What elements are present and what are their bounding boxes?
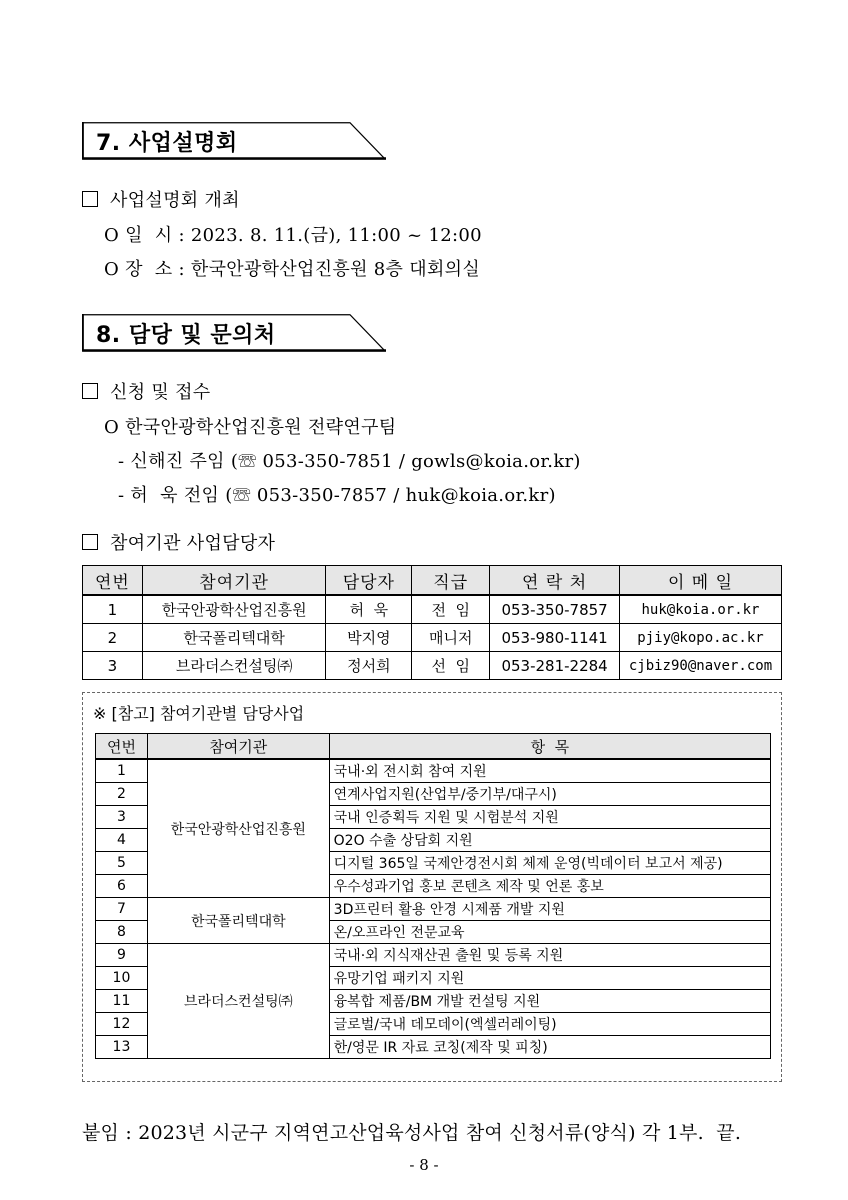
col-header-org: 참여기관 [142,566,326,596]
cell-rank: 전 임 [412,595,490,624]
table-row [96,759,771,783]
cell-item: 연계사업지원(산업부/중기부/대구시) [329,783,770,806]
section-8-title: 8. 담당 및 문의처 [96,323,276,348]
cell-no: 12 [96,1013,148,1036]
reference-table [95,733,771,1059]
cell-no: 1 [83,595,143,624]
col-header-no: 연번 [96,734,148,760]
cell-rank: 선 임 [412,652,490,680]
col-header-person: 담당자 [326,566,412,596]
contact-line-1: - 신해진 주임 (☏ 053-350-7851 / gowls@koia.or.kr) [118,451,581,472]
participants-heading: 참여기관 사업담당자 [82,529,275,555]
cell-no: 6 [96,875,148,898]
section-7-heading: 사업설명회 개최 [82,186,240,212]
col-header-email: 이 메 일 [620,566,782,596]
checkbox-square-icon [82,383,98,399]
cell-person: 박지영 [326,624,412,652]
cell-item: 유망기업 패키지 지원 [329,967,770,990]
col-header-phone: 연 락 처 [490,566,620,596]
col-header-org: 참여기관 [147,734,329,760]
section-7-header [82,122,386,158]
cell-item: 국내 인증획득 지원 및 시험분석 지원 [329,806,770,829]
table-header-row [83,566,782,596]
table-row [83,652,782,680]
cell-no: 4 [96,829,148,852]
page-number: - 8 - [409,1156,439,1174]
table-header-row [96,734,771,760]
cell-phone: 053-350-7857 [490,595,620,624]
checkbox-square-icon [82,191,98,207]
cell-email: huk@koia.or.kr [620,595,782,624]
reference-box [82,692,782,1082]
section-7-title: 7. 사업설명회 [96,131,238,156]
cell-org: 한국폴리텍대학 [142,624,326,652]
cell-phone: 053-281-2284 [490,652,620,680]
cell-org: 한국안광학산업진흥원 [147,759,329,898]
contact-line-2: - 허 욱 전임 (☏ 053-350-7857 / huk@koia.or.kr) [118,485,556,506]
team-line: O 한국안광학산업진흥원 전략연구팀 [104,417,397,438]
cell-item: 3D프린터 활용 안경 시제품 개발 지원 [329,898,770,921]
event-place-line: O 장 소 : 한국안광학산업진흥원 8층 대회의실 [104,259,481,280]
cell-item: 융복합 제품/BM 개발 컨설팅 지원 [329,990,770,1013]
col-header-rank: 직급 [412,566,490,596]
table-row [83,595,782,624]
cell-item: 한/영문 IR 자료 코칭(제작 및 피칭) [329,1036,770,1059]
cell-org: 브라더스컨설팅㈜ [147,944,329,1059]
cell-no: 7 [96,898,148,921]
cell-no: 3 [83,652,143,680]
cell-no: 8 [96,921,148,944]
cell-item: 글로벌/국내 데모데이(엑셀러레이팅) [329,1013,770,1036]
cell-no: 13 [96,1036,148,1059]
cell-no: 9 [96,944,148,967]
col-header-no: 연번 [83,566,143,596]
cell-item: 디지털 365일 국제안경전시회 체제 운영(빅데이터 보고서 제공) [329,852,770,875]
cell-item: 국내·외 지식재산권 출원 및 등록 지원 [329,944,770,967]
table-row [96,898,771,921]
cell-person: 정서희 [326,652,412,680]
cell-email: cjbiz90@naver.com [620,652,782,680]
cell-no: 3 [96,806,148,829]
cell-phone: 053-980-1141 [490,624,620,652]
cell-item: O2O 수출 상담회 지원 [329,829,770,852]
table-row [96,944,771,967]
reference-title: ※ [참고] 참여기관별 담당사업 [93,704,305,723]
cell-no: 11 [96,990,148,1013]
table-row [83,624,782,652]
participants-table [82,565,782,680]
cell-no: 5 [96,852,148,875]
cell-email: pjiy@kopo.ac.kr [620,624,782,652]
cell-rank: 매니저 [412,624,490,652]
cell-no: 2 [83,624,143,652]
cell-item: 온/오프라인 전문교육 [329,921,770,944]
cell-org: 한국폴리텍대학 [147,898,329,944]
event-date-line: O 일 시 : 2023. 8. 11.(금), 11:00 ~ 12:00 [104,225,482,246]
cell-no: 10 [96,967,148,990]
cell-person: 허 욱 [326,595,412,624]
apply-heading: 신청 및 접수 [82,378,210,404]
cell-org: 브라더스컨설팅㈜ [142,652,326,680]
cell-item: 우수성과기업 홍보 콘텐츠 제작 및 언론 홍보 [329,875,770,898]
cell-no: 2 [96,783,148,806]
checkbox-square-icon [82,534,98,550]
cell-item: 국내·외 전시회 참여 지원 [329,759,770,783]
cell-org: 한국안광학산업진흥원 [142,595,326,624]
cell-no: 1 [96,759,148,783]
section-8-header [82,314,386,350]
col-header-item: 항 목 [329,734,770,760]
attachment-note: 붙임 : 2023년 시군구 지역연고산업육성사업 참여 신청서류(양식) 각 1부. 끝. [82,1122,742,1144]
